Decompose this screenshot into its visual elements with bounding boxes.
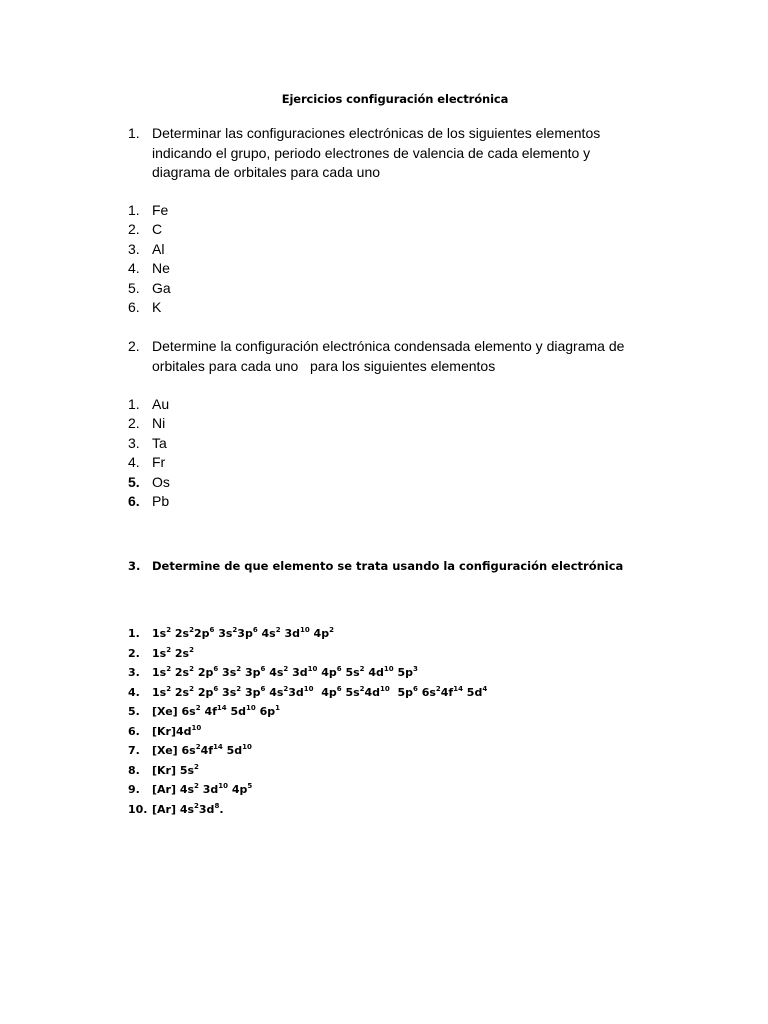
configuration-item (128, 644, 487, 664)
orbital-term: [Xe] 6s (152, 705, 196, 718)
orbital-term: 4f (200, 744, 214, 757)
question-3-number: 3. (128, 559, 141, 573)
electron-count: 6 (209, 626, 215, 634)
electron-count: 6 (260, 665, 266, 673)
orbital-term: 3p (237, 627, 253, 640)
orbital-term: 4f (440, 685, 454, 699)
question-1-text: Determinar las configuraciones electrónicas de los siguientes elementos indicando el grupo, periodo electrones de valencia de cada elemento y diagrama de orbitales para cada uno (152, 125, 601, 180)
configuration-number: 4. (128, 685, 140, 699)
electron-count: 2 (329, 626, 334, 634)
electron-count: 4 (482, 684, 488, 693)
electron-count: 2 (195, 704, 201, 712)
configuration-item (128, 624, 487, 644)
electron-count: 6 (213, 665, 219, 673)
configuration-number: 2. (128, 646, 140, 660)
electron-count: 14 (453, 684, 463, 693)
electron-count: 2 (195, 743, 201, 751)
list-item: 2. Ni (128, 415, 166, 432)
electron-count: 10 (299, 626, 310, 634)
orbital-term: 4s (257, 627, 276, 640)
orbital-term: 3p (241, 685, 261, 699)
electron-count: 10 (242, 743, 252, 751)
configuration-number: 9. (128, 783, 140, 796)
orbital-term: 3d (288, 685, 304, 699)
orbital-term: 4p (313, 685, 337, 699)
orbital-term: 3s (218, 666, 237, 679)
electron-count: 2 (166, 665, 172, 673)
orbital-term: 4d (364, 685, 381, 699)
orbital-term: 1s (152, 685, 167, 699)
question-2 (128, 337, 648, 376)
list-item: 6. K (128, 298, 162, 315)
electron-count: 5 (247, 782, 253, 790)
question-2-number: 2. (128, 338, 140, 354)
question-3-text: Determine de que elemento se trata usando la configuración electrónica (152, 559, 624, 573)
orbital-term: 4p (309, 627, 330, 640)
electron-count: 2 (189, 684, 194, 693)
electron-count: 2 (236, 684, 242, 693)
question-3-configuration-list (128, 624, 487, 819)
orbital-term: 5d (222, 744, 243, 757)
electron-count: 1 (275, 704, 280, 712)
orbital-term: 2s (171, 666, 190, 679)
electron-count: 3 (412, 665, 418, 673)
electron-count: 6 (336, 684, 342, 693)
orbital-term: 4p (228, 783, 248, 796)
electron-count: 2 (283, 684, 289, 693)
electron-count: 10 (191, 723, 202, 732)
electron-count: 2 (194, 782, 199, 790)
electron-count: 14 (213, 743, 223, 751)
configuration-number: 7. (128, 744, 140, 757)
orbital-term: 5p (393, 666, 413, 679)
electron-count: 10 (307, 665, 318, 673)
electron-count: 10 (303, 684, 314, 693)
orbital-term: 5d (226, 705, 246, 718)
electron-count: 2 (359, 665, 365, 673)
orbital-term: 3d (280, 627, 300, 640)
orbital-term: 1s (152, 646, 167, 660)
orbital-term: 4s (265, 685, 284, 699)
electron-count: 2 (166, 645, 172, 654)
list-item: 5. Os (128, 473, 170, 490)
question-2-element-list (128, 395, 170, 511)
configuration-number: 5. (128, 705, 140, 718)
electron-count: 10 (380, 684, 390, 693)
orbital-term: 2p (193, 627, 210, 640)
question-1-element-list (128, 201, 171, 317)
orbital-term: 4p (317, 666, 337, 679)
configuration-item (128, 761, 487, 781)
orbital-term: 1s (152, 666, 167, 679)
orbital-term: 5s (341, 685, 360, 699)
electron-count: 2 (189, 645, 194, 654)
configuration-item (128, 683, 487, 703)
electron-count: 14 (216, 704, 227, 712)
orbital-term: [Ar] 4s (152, 802, 195, 816)
electron-count: 2 (359, 684, 365, 693)
question-2-text: Determine la configuración electrónica condensada elemento y diagrama de orbitales para cada uno para los siguientes elementos (152, 338, 629, 374)
configuration-item (128, 702, 487, 722)
electron-count: 10 (246, 704, 256, 712)
electron-count: 2 (435, 684, 441, 693)
orbital-term: 3p (241, 666, 261, 679)
orbital-term: 4f (200, 705, 217, 718)
orbital-term: 6s (417, 685, 436, 699)
configuration-item (128, 800, 487, 820)
configuration-item (128, 722, 487, 742)
electron-count: 10 (383, 665, 394, 673)
electron-count: 2 (166, 684, 172, 693)
configuration-number: 1. (128, 627, 140, 640)
orbital-term: 3s (214, 627, 233, 640)
electron-count: 2 (194, 762, 199, 771)
configuration-item (128, 663, 487, 683)
orbital-term: [Kr] 5s (152, 763, 195, 777)
list-item: 1. Au (128, 396, 170, 412)
orbital-term: 1s (152, 627, 167, 640)
orbital-term: 5p (389, 685, 413, 699)
orbital-term: 4s (265, 666, 284, 679)
list-item: 2. C (128, 221, 163, 238)
electron-count: 2 (194, 801, 199, 810)
document-title: Ejercicios configuración electrónica (281, 92, 509, 106)
orbital-term: 5s (341, 666, 360, 679)
orbital-term: . (219, 802, 224, 816)
electron-count: 2 (189, 665, 194, 673)
orbital-term: 3d (198, 802, 215, 816)
electron-count: 2 (166, 626, 172, 634)
configuration-number: 6. (128, 724, 140, 738)
electron-count: 6 (260, 684, 266, 693)
list-item: 4. Ne (128, 260, 170, 277)
question-1-number: 1. (128, 125, 140, 141)
list-item: 1. Fe (128, 202, 169, 218)
orbital-term: 2p (193, 685, 214, 699)
electron-count: 2 (283, 665, 289, 673)
electron-count: 2 (232, 626, 238, 634)
configuration-item (128, 741, 487, 761)
orbital-term: [Ar] 4s (152, 783, 195, 796)
question-1 (128, 124, 648, 183)
electron-count: 6 (213, 684, 219, 693)
list-item: 6. Pb (128, 492, 170, 509)
electron-count: 2 (189, 626, 194, 634)
electron-count: 6 (336, 665, 342, 673)
orbital-term: 2s (171, 685, 190, 699)
orbital-term: 5d (462, 685, 483, 699)
orbital-term: 2s (171, 646, 190, 660)
configuration-number: 3. (128, 666, 140, 679)
configuration-item (128, 780, 487, 800)
orbital-term: 2p (193, 666, 214, 679)
orbital-term: 3s (218, 685, 237, 699)
electron-count: 6 (252, 626, 258, 634)
list-item: 5. Ga (128, 279, 171, 296)
electron-count: 8 (214, 801, 220, 810)
question-3 (128, 559, 688, 573)
electron-count: 6 (412, 684, 418, 693)
orbital-term: [Xe] 6s (152, 744, 196, 757)
list-item: 3. Al (128, 240, 165, 257)
orbital-term: 6p (255, 705, 276, 718)
list-item: 4. Fr (128, 454, 166, 471)
orbital-term: 3d (198, 783, 219, 796)
orbital-term: 3d (288, 666, 308, 679)
orbital-term: 2s (171, 627, 190, 640)
electron-count: 2 (236, 665, 242, 673)
list-item: 3. Ta (128, 434, 167, 451)
orbital-term: [Kr]4d (152, 724, 192, 738)
electron-count: 2 (275, 626, 281, 634)
orbital-term: 4d (364, 666, 384, 679)
configuration-number: 10. (128, 802, 148, 816)
configuration-number: 8. (128, 763, 140, 777)
electron-count: 10 (218, 782, 229, 790)
